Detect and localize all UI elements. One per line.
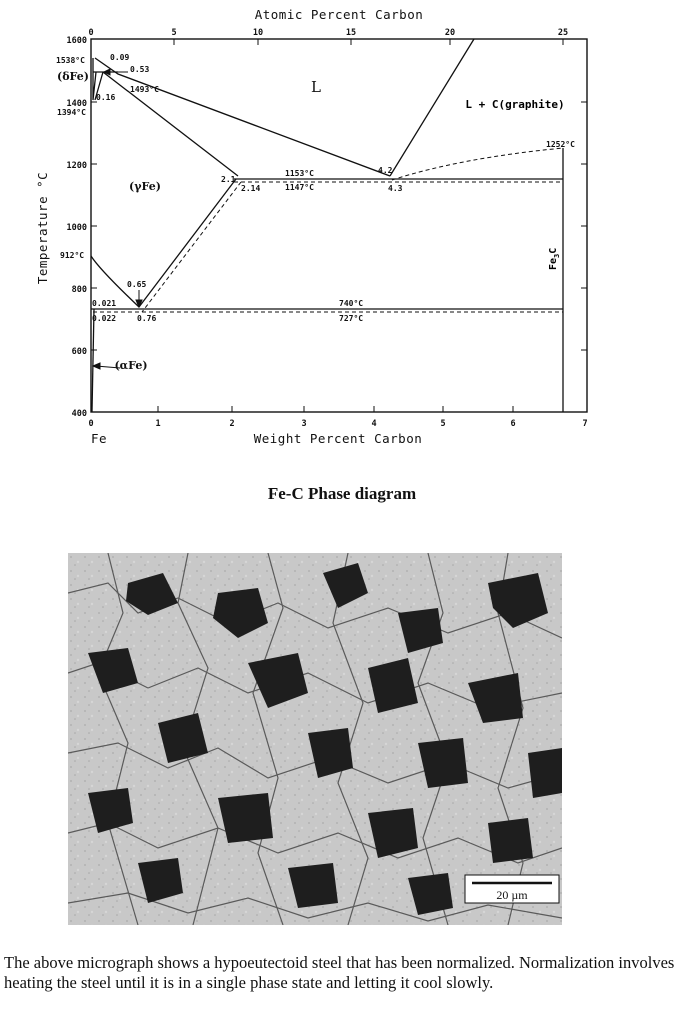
phase-boundaries <box>91 39 563 412</box>
y-tick-1600: 1600 <box>66 36 87 46</box>
temp-1153: 1153°C <box>285 169 314 178</box>
bottom-tick-2: 2 <box>229 419 235 429</box>
cementite-end: C <box>548 247 559 254</box>
cementite-label <box>548 248 561 270</box>
bottom-tick-7: 7 <box>582 419 588 429</box>
temp-1538: 1538°C <box>56 56 85 65</box>
top-axis-title: Atomic Percent Carbon <box>254 7 424 22</box>
plot-frame <box>91 39 587 412</box>
comp-2-14: 2.14 <box>241 184 261 193</box>
top-tick-15: 15 <box>345 28 357 38</box>
temp-1394: 1394°C <box>57 108 86 117</box>
y-tick-1000: 1000 <box>66 223 87 233</box>
cementite-main: Fe <box>548 257 559 270</box>
y-tick-1200: 1200 <box>66 161 87 171</box>
top-axis-ticks <box>91 39 563 45</box>
comp-0-09: 0.09 <box>110 53 130 62</box>
top-tick-0: 0 <box>88 28 94 38</box>
cementite-sub: 3 <box>553 253 561 258</box>
bottom-axis-ticks <box>158 406 513 412</box>
micrograph <box>68 553 562 925</box>
comp-4-3: 4.3 <box>388 184 403 193</box>
bottom-tick-1: 1 <box>155 419 161 429</box>
top-tick-25: 25 <box>557 28 569 38</box>
bottom-tick-5: 5 <box>440 419 446 429</box>
liquid-graphite-label: L + C(graphite) <box>465 98 565 111</box>
description-paragraph: The above micrograph shows a hypoeutectoid steel that has been normalized. Normalization involves heating the steel until it is in a single phase state and letting it cool slowly. <box>4 953 675 992</box>
temp-912: 912°C <box>60 251 85 260</box>
gamma-fe-label: (γFe) <box>129 180 161 193</box>
liquidus-line <box>95 58 390 176</box>
top-tick-20: 20 <box>444 28 456 38</box>
temp-727: 727°C <box>339 314 364 323</box>
top-tick-10: 10 <box>252 28 264 38</box>
scale-bar <box>465 875 559 903</box>
svg-text:Fe3C <box>548 248 561 270</box>
comp-0-16: 0.16 <box>96 93 116 102</box>
fe-c-phase-diagram <box>0 0 684 470</box>
alpha-solvus <box>92 309 94 412</box>
comp-0-022: 0.022 <box>92 314 117 323</box>
temp-1147: 1147°C <box>285 183 314 192</box>
bottom-tick-6: 6 <box>510 419 516 429</box>
top-tick-5: 5 <box>171 28 177 38</box>
bottom-tick-3: 3 <box>301 419 307 429</box>
comp-0-53: 0.53 <box>130 65 150 74</box>
comp-0-76: 0.76 <box>137 314 157 323</box>
graphite-dashed-lines <box>93 148 563 312</box>
comp-4-2: 4.2 <box>378 166 393 175</box>
pointer-arrows <box>93 69 142 369</box>
temp-1493: 1493°C <box>130 85 159 94</box>
bottom-axis-title: Weight Percent Carbon <box>253 431 423 446</box>
y-tick-600: 600 <box>71 347 87 357</box>
acm-line <box>139 179 236 307</box>
liquid-label: L <box>311 78 321 96</box>
comp-0-021: 0.021 <box>92 299 117 308</box>
delta-fe-label: (δFe) <box>57 70 89 83</box>
bottom-tick-0: 0 <box>88 419 94 429</box>
fe-label: Fe <box>90 431 108 446</box>
y-tick-1400: 1400 <box>66 99 87 109</box>
liquidus-cementite <box>390 39 474 176</box>
y-tick-400: 400 <box>71 409 87 419</box>
bottom-tick-4: 4 <box>371 419 377 429</box>
temp-1252: 1252°C <box>546 140 575 149</box>
temp-740: 740°C <box>339 299 364 308</box>
diagram-caption: Fe-C Phase diagram <box>267 484 417 503</box>
solidus-line <box>103 72 238 176</box>
comp-0-65: 0.65 <box>127 280 147 289</box>
y-tick-800: 800 <box>71 285 87 295</box>
y-axis-ticks <box>91 102 587 350</box>
y-axis-title: Temperature °C <box>35 171 50 285</box>
comp-2-1: 2.1 <box>221 175 236 184</box>
alpha-fe-label: (αFe) <box>114 359 148 372</box>
scale-bar-label: 20 µm <box>496 888 528 902</box>
